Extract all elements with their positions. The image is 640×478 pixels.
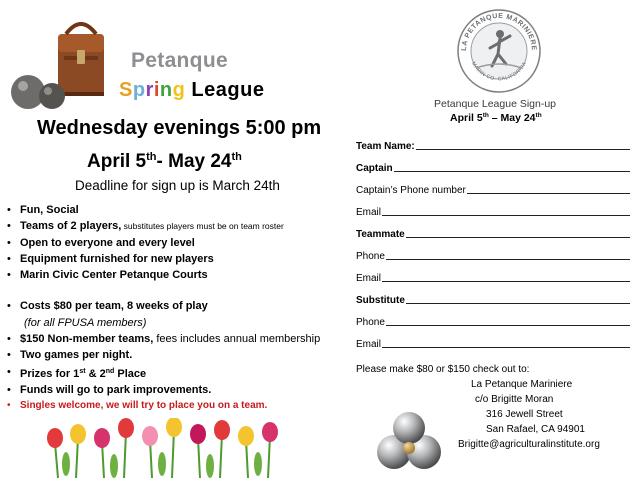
teammate-phone-label: Phone xyxy=(356,251,385,262)
signup-title: Petanque League Sign-up xyxy=(434,98,557,110)
list-item: • Costs $80 per team, 8 weeks of play xyxy=(7,298,352,314)
list-item-text: $150 Non-member teams, xyxy=(20,333,154,346)
prize-text-b: & 2 xyxy=(85,367,106,380)
signup-form xyxy=(356,130,630,350)
address-org: La Petanque Mariniere xyxy=(471,379,573,390)
title-spring-letter: g xyxy=(172,79,186,101)
captain-phone-line[interactable] xyxy=(467,193,630,194)
list-item xyxy=(7,364,352,382)
dates-start-sup: th xyxy=(146,151,157,163)
signup-dates-sup-2: th xyxy=(535,112,542,119)
list-item: • Open to everyone and every level xyxy=(7,235,352,251)
address-line-5[interactable] xyxy=(458,437,600,453)
teammate-email-field[interactable] xyxy=(356,262,630,284)
address-line-3 xyxy=(486,407,563,423)
address-line-1 xyxy=(471,377,572,393)
dates-start: April 5 xyxy=(87,151,147,172)
substitute-email-label: Email xyxy=(356,339,382,350)
address-attention: c/o Brigitte Moran xyxy=(475,394,554,405)
dates-end: - May 24 xyxy=(156,151,232,172)
title-spring-letter: i xyxy=(153,79,160,101)
substitute-email-line[interactable] xyxy=(382,347,630,348)
league-details-list xyxy=(7,202,352,415)
title-spring-league xyxy=(119,79,264,102)
address-line-4 xyxy=(486,422,585,438)
list-item: • Two games per night. xyxy=(7,347,352,363)
contact-email-link[interactable]: Brigitte@agriculturalinstitute.org xyxy=(458,439,600,450)
address-street: 316 Jewell Street xyxy=(486,409,563,420)
captain-email-field[interactable] xyxy=(356,196,630,218)
list-item xyxy=(7,218,352,234)
schedule-headline: Wednesday evenings 5:00 pm xyxy=(37,117,322,139)
signup-dates-end: – May 24 xyxy=(488,112,536,124)
list-item-note: substitutes players must be on team roster xyxy=(121,221,284,232)
teammate-email-label: Email xyxy=(356,273,382,284)
list-item-note: fees includes annual membership xyxy=(153,333,321,346)
teammate-phone-field[interactable] xyxy=(356,240,630,262)
title-spring-word xyxy=(119,79,185,101)
list-item xyxy=(7,331,352,347)
prize-text-c: Place xyxy=(114,367,147,380)
signup-dates-sup-1: th xyxy=(482,112,489,119)
check-instructions: Please make $80 or $150 check out to: xyxy=(356,364,530,375)
teammate-phone-line[interactable] xyxy=(386,259,630,260)
signup-dates-start: April 5 xyxy=(450,112,483,124)
substitute-phone-line[interactable] xyxy=(386,325,630,326)
svg-text:LA PETANQUE MARINIERE: LA PETANQUE MARINIERE xyxy=(460,12,538,52)
list-item-note: (for all FPUSA members) xyxy=(24,316,147,329)
captain-field[interactable] xyxy=(356,152,630,174)
singles-welcome-note: • Singles welcome, we will try to place you on a team. xyxy=(7,398,352,414)
captain-phone-field[interactable] xyxy=(356,174,630,196)
address-city: San Rafael, CA 94901 xyxy=(486,424,585,435)
captain-email-label: Email xyxy=(356,207,382,218)
list-item: • Equipment furnished for new players xyxy=(7,251,352,267)
team-name-label: Team Name: xyxy=(356,141,415,152)
prize-text-a: Prizes for 1 xyxy=(20,367,80,380)
title-spring-letter: S xyxy=(119,79,133,101)
list-item: • Marin Civic Center Petanque Courts xyxy=(7,267,352,283)
svg-text:MARIN CO. CALIFORNIA: MARIN CO. CALIFORNIA xyxy=(469,60,529,83)
title-spring-letter: n xyxy=(159,79,173,101)
captain-line[interactable] xyxy=(394,171,630,172)
substitute-line[interactable] xyxy=(406,303,630,304)
title-spring-letter: p xyxy=(132,79,146,101)
prize-sup-1: st xyxy=(79,367,86,375)
team-name-line[interactable] xyxy=(416,149,630,150)
tulips-illustration xyxy=(40,418,290,478)
captain-label: Captain xyxy=(356,163,393,174)
list-item-text: Teams of 2 players, xyxy=(20,220,122,233)
captain-phone-label: Captain’s Phone number xyxy=(356,185,466,196)
title-petanque: Petanque xyxy=(131,49,228,72)
substitute-phone-label: Phone xyxy=(356,317,385,328)
prize-sup-2: nd xyxy=(105,367,115,375)
signup-deadline: Deadline for sign up is March 24th xyxy=(75,178,280,193)
substitute-email-field[interactable] xyxy=(356,328,630,350)
dates-end-sup: th xyxy=(231,151,242,163)
boules-illustration xyxy=(374,408,444,474)
list-item: • Fun, Social xyxy=(7,202,352,218)
address-line-2 xyxy=(475,392,553,408)
petanque-bag-illustration xyxy=(8,20,126,114)
teammate-line[interactable] xyxy=(406,237,630,238)
substitute-label: Substitute xyxy=(356,295,405,306)
captain-email-line[interactable] xyxy=(382,215,630,216)
teammate-email-line[interactable] xyxy=(382,281,630,282)
team-name-field[interactable] xyxy=(356,130,630,152)
teammate-label: Teammate xyxy=(356,229,405,240)
teammate-field[interactable] xyxy=(356,218,630,240)
substitute-field[interactable] xyxy=(356,284,630,306)
club-seal-logo xyxy=(456,8,542,94)
title-spring-letter: r xyxy=(145,79,154,101)
list-item: • Funds will go to park improvements. xyxy=(7,382,352,398)
schedule-dates xyxy=(87,151,242,173)
signup-dates xyxy=(450,112,542,124)
substitute-phone-field[interactable] xyxy=(356,306,630,328)
title-league-word: League xyxy=(191,79,265,101)
